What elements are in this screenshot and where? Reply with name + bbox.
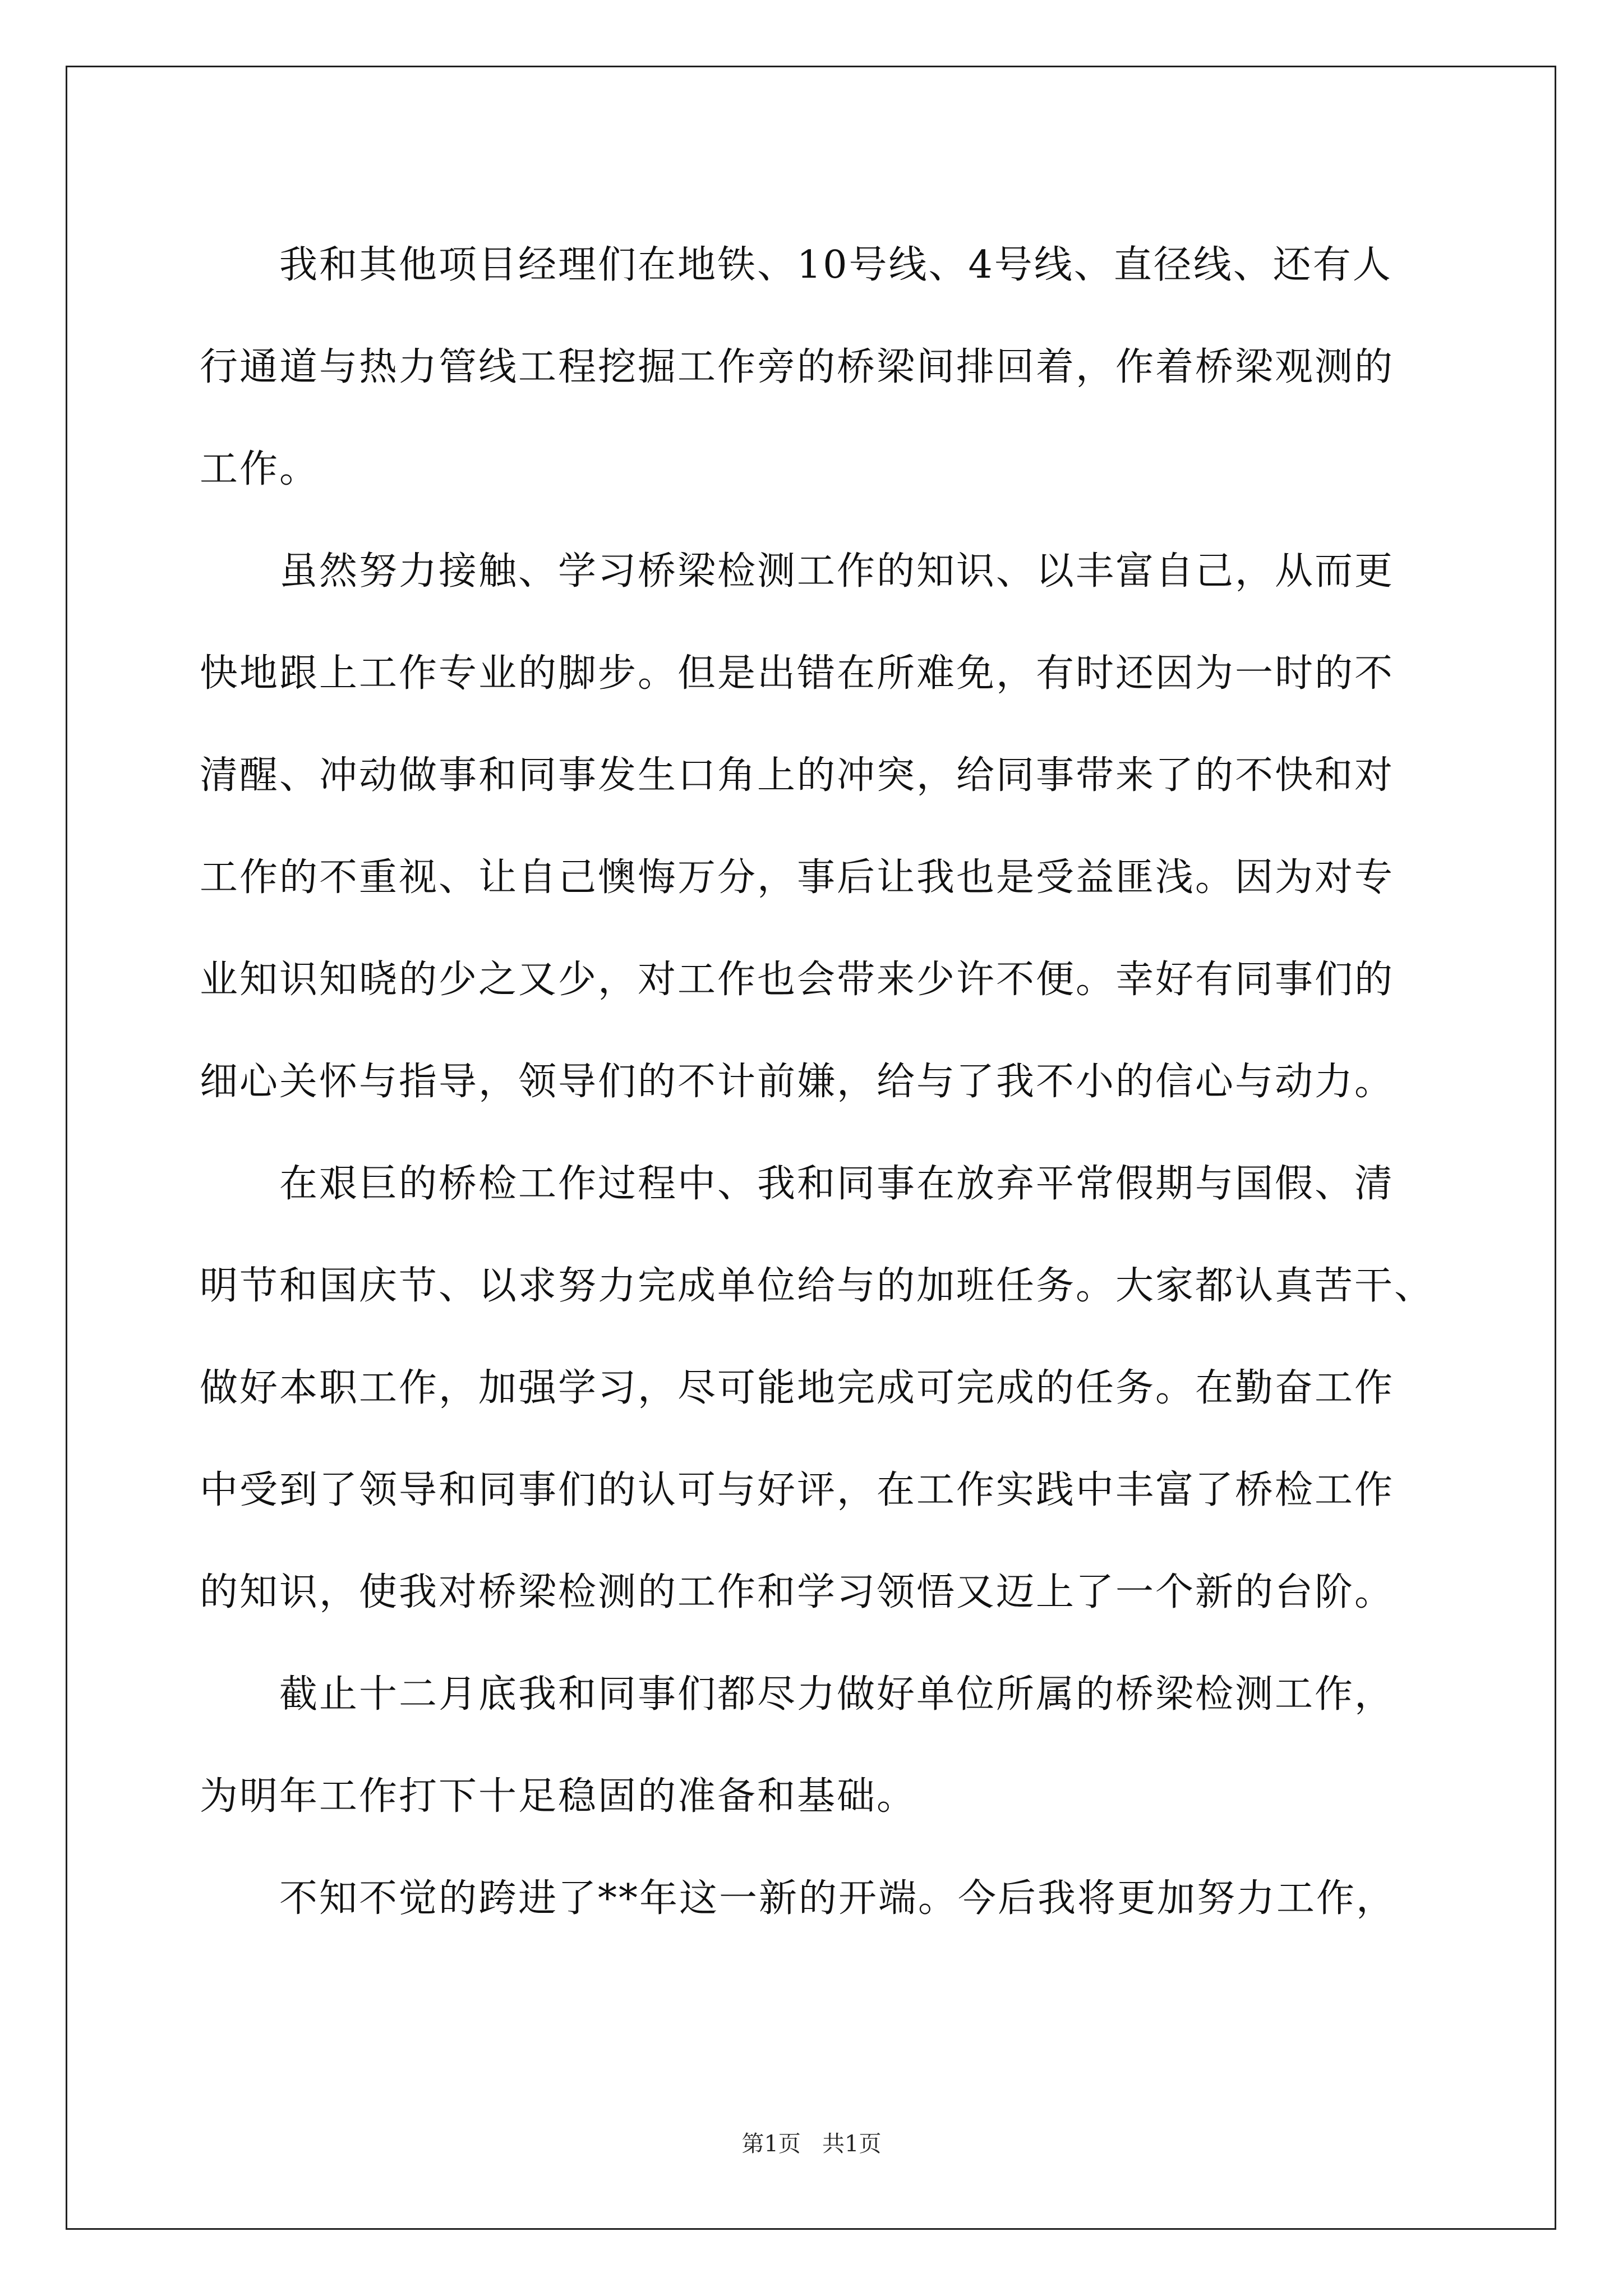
paragraph-2-line-4: 工作的不重视、让自己懊悔万分，事后让我也是受益匪浅。因为对专 [200, 855, 1395, 900]
paragraph-3-line-2: 明节和国庆节、以求努力完成单位给与的加班任务。大家都认真苦干、 [200, 1264, 1435, 1308]
paragraph-2-line-5: 业知识知晓的少之又少，对工作也会带来少许不便。幸好有同事们的 [200, 958, 1395, 1002]
paragraph-3-line-4: 中受到了领导和同事们的认可与好评，在工作实践中丰富了桥检工作 [200, 1468, 1395, 1512]
paragraph-3-line-3: 做好本职工作，加强学习，尽可能地完成可完成的任务。在勤奋工作 [200, 1366, 1395, 1410]
paragraph-5-line-1: 不知不觉的跨进了**年这一新的开端。今后我将更加努力工作， [279, 1876, 1396, 1921]
paragraph-4-line-2: 为明年工作打下十足稳固的准备和基础。 [200, 1774, 917, 1819]
paragraph-1-line-1: 我和其他项目经理们在地铁、10号线、4号线、直径线、还有人 [279, 243, 1393, 287]
document-body [200, 214, 1439, 1950]
paragraph-2-line-3: 清醒、冲动做事和同事发生口角上的冲突，给同事带来了的不快和对 [200, 753, 1395, 798]
paragraph-1-line-3: 工作。 [200, 447, 320, 491]
paragraph-2-line-2: 快地跟上工作专业的脚步。但是出错在所难免，有时还因为一时的不 [200, 651, 1395, 696]
paragraph-4-line-1: 截止十二月底我和同事们都尽力做好单位所属的桥梁检测工作， [279, 1672, 1395, 1717]
page-number-footer: 第1页 共1页 [741, 2131, 882, 2157]
paragraph-2-line-6: 细心关怀与指导，领导们的不计前嫌，给与了我不小的信心与动力。 [200, 1060, 1395, 1104]
paragraph-2-line-1: 虽然努力接触、学习桥梁检测工作的知识、以丰富自己，从而更 [279, 549, 1395, 593]
paragraph-3-line-1: 在艰巨的桥检工作过程中、我和同事在放弃平常假期与国假、清 [279, 1162, 1395, 1206]
paragraph-1-line-2: 行通道与热力管线工程挖掘工作旁的桥梁间排回着，作着桥梁观测的 [200, 345, 1395, 389]
paragraph-3-line-5: 的知识，使我对桥梁检测的工作和学习领悟又迈上了一个新的台阶。 [200, 1570, 1395, 1614]
